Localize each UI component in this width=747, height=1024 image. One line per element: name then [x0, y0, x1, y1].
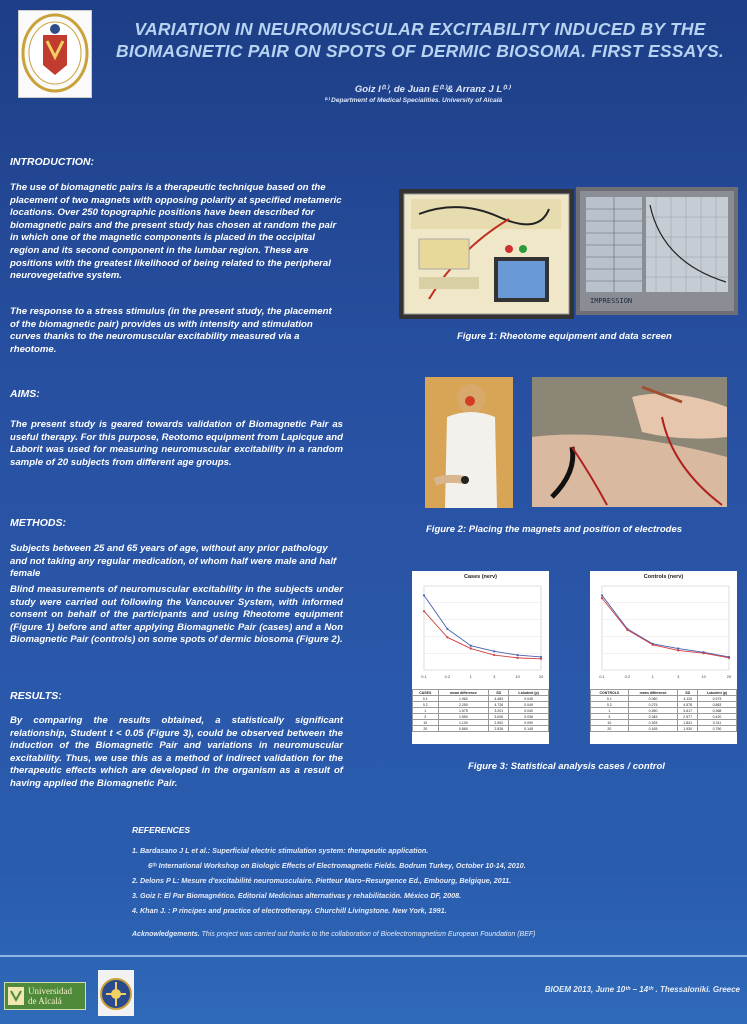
x-tick-label: 0.1: [421, 674, 427, 679]
aims-paragraph: The present study is geared towards validation of Biomagnetic Pair as useful therapy. For this purpose, Reotomo equipment from Lapicque and Laborit was used for measuring neuromuscular excitability in a random sample of 20 subjects from different age groups.: [10, 419, 343, 468]
table-cell: 0.973: [697, 696, 736, 702]
table-cell: 0.750: [697, 726, 736, 732]
acknowledgements-label: Acknowledgements.: [132, 931, 200, 938]
table-cell: 0.045: [509, 696, 549, 702]
data-point: [446, 628, 448, 630]
x-tick-label: 1: [469, 674, 472, 679]
table-cell: 0.420: [697, 714, 736, 720]
table-cell: 0.1: [413, 696, 439, 702]
table-cell: 2.577: [678, 714, 698, 720]
references-list: [132, 843, 732, 918]
table-cell: 2.250: [438, 702, 489, 708]
x-tick-label: 20: [726, 674, 732, 679]
table-cell: 4.578: [678, 702, 698, 708]
table-cell: 0.049: [509, 702, 549, 708]
bef-emblem-logo: [98, 970, 134, 1016]
table-cell: 3.005: [489, 714, 509, 720]
cases-chart-title: Cases (nerv): [463, 574, 498, 580]
table-header-cell: SD: [678, 690, 698, 696]
data-point: [601, 597, 603, 599]
reference-1: 1. Bardasano J L et al.: Superficial electric stimulation system: therapeutic application.: [132, 846, 429, 855]
conference-info: BIOEM 2013, June 10ᵗʰ – 14ᵗʰ . Thessaloniki. Greece: [544, 985, 740, 994]
table-header-cell: SD: [489, 690, 509, 696]
rheotome-equipment-photo: [399, 189, 574, 319]
department: ⁽¹⁾ Department of Medical Specialities. University of Alcalá: [324, 97, 503, 104]
x-tick-label: 1: [651, 674, 654, 679]
magnet-placement-photo: [425, 377, 513, 508]
table-cell: 0.1: [591, 696, 629, 702]
plot-area: [424, 586, 541, 670]
table-cell: 0.036: [509, 714, 549, 720]
data-point: [423, 594, 425, 596]
university-crest-logo: [18, 10, 92, 98]
table-cell: 1: [413, 708, 439, 714]
table-cell: 1.575: [438, 708, 489, 714]
screen-label: IMPRESSION: [590, 297, 633, 305]
title-line-2: BIOMAGNETIC PAIR ON SPOTS OF DERMIC BIOSOMA. FIRST ESSAYS.: [116, 41, 724, 61]
results-paragraph: By comparing the results obtained, a statistically significant relationship, Student t < 0.05 (Figure 3), could be observed between the induction of the Biomagnetic Pair and variations in neuromuscular excitability. Thus, we use this as a method of indirect validation for the therapeutic effects which are developed in the organism as a result of having applied the Biomagnetic Pair.: [10, 715, 343, 789]
table-cell: 4.726: [489, 702, 509, 708]
cases-table: [412, 689, 549, 732]
cases-chart-panel: [412, 571, 549, 744]
data-point: [423, 610, 425, 612]
table-cell: 2.902: [489, 720, 509, 726]
data-screen-photo: [576, 187, 738, 315]
data-point: [626, 629, 628, 631]
table-cell: 20: [413, 726, 439, 732]
universidad-de-alcala-logo: [4, 982, 86, 1010]
controls-chart-title: Controls (nerv): [643, 574, 684, 580]
aims-heading: AIMS:: [10, 388, 40, 400]
data-point: [677, 649, 679, 651]
table-cell: 1: [591, 708, 629, 714]
introduction-heading: INTRODUCTION:: [10, 156, 94, 168]
table-cell: 0.060: [628, 696, 678, 702]
controls-chart: [590, 580, 737, 684]
results-heading: RESULTS:: [10, 690, 62, 702]
data-point: [470, 647, 472, 649]
table-header-cell: CASES: [413, 690, 439, 696]
table-cell: 1.962: [438, 696, 489, 702]
table-cell: 0.090: [509, 720, 549, 726]
data-point: [493, 650, 495, 652]
data-point: [470, 645, 472, 647]
table-cell: 20: [591, 726, 629, 732]
acknowledgements-text: This project was carried out thanks to the collaboration of Bioelectromagnetism European Foundation (BEF): [199, 931, 536, 938]
methods-paragraph-2: Blind measurements of neuromuscular excitability in the subjects under study were carried out following the Vancouver System, with informed consent on behalf of the participants and using Rheotome equipment (Figure 1) before and after applying Biomagnetic Pair (cases) and a Non Biomagnetic Pair (controls) on some spots of dermic biosoma (Figure 2).: [10, 584, 343, 646]
table-cell: 0.275: [628, 702, 678, 708]
table-cell: 0.860: [438, 726, 489, 732]
table-cell: 0.040: [509, 708, 549, 714]
plot-area: [602, 586, 729, 670]
data-point: [652, 644, 654, 646]
figure-2-caption: Figure 2: Placing the magnets and position of electrodes: [426, 524, 683, 535]
acknowledgements: [132, 931, 742, 938]
references-title: REFERENCES: [132, 825, 191, 835]
x-tick-label: 0.2: [624, 674, 631, 679]
table-cell: 1.100: [438, 720, 489, 726]
table-cell: 10: [413, 720, 439, 726]
table-cell: 0.2: [413, 702, 439, 708]
table-cell: 0.345: [628, 714, 678, 720]
reference-3: 3. Goiz I: El Par Biomagnético. Editorial Medicinas alternativas y rehabilitación. México DF, 2008.: [132, 891, 462, 900]
x-tick-label: 0.1: [599, 674, 605, 679]
table-cell: 3: [591, 714, 629, 720]
introduction-paragraph-2: The response to a stress stimulus (in the present study, the placement of the biomagnetic pair) provides us with intensity and stimulation curves thanks to the neuromuscular excitability measured via a rheotome.: [10, 306, 332, 355]
table-cell: 1.930: [678, 726, 698, 732]
x-tick-label: 0.2: [444, 674, 451, 679]
table-cell: 0.145: [509, 726, 549, 732]
table-cell: 3.201: [489, 708, 509, 714]
introduction-paragraph-1: The use of biomagnetic pairs is a therapeutic technique based on the placement of two magnets with opposing polarity at specified metameric locations. Over 250 topographic positions have been described for biomagnetic pairs and the present study has chosen at random the pair in which one of the magnetic components is placed in the occipital region and its second component in the lumbar region. These are positions with the greatest likelihood of being related to the peripheral neurovegetative system.: [10, 182, 342, 282]
reference-4: 4. Khan J. : P rincipes and practice of electrotherapy. Churchill Livingstone. New York, 1991.: [132, 906, 447, 915]
table-header-cell: mean difference: [628, 690, 678, 696]
table-cell: 2.526: [489, 726, 509, 732]
table-cell: 0.368: [697, 708, 736, 714]
table-cell: 1.841: [678, 720, 698, 726]
data-point: [540, 658, 542, 660]
reference-2: 2. Delons P L: Mesure d'excitabilité neuromusculaire. Pietteur Maro–Resurgence Ed., Embourg, Belgique, 2011.: [132, 876, 512, 885]
table-cell: 3: [413, 714, 439, 720]
data-point: [728, 657, 730, 659]
table-header-cell: t-student (p): [509, 690, 549, 696]
figure-1-caption: Figure 1: Rheotome equipment and data screen: [457, 331, 672, 342]
table-cell: 3.617: [678, 708, 698, 714]
x-tick-label: 20: [538, 674, 544, 679]
data-point: [601, 594, 603, 596]
table-cell: 4.483: [489, 696, 509, 702]
table-cell: 0.325: [628, 720, 678, 726]
data-point: [493, 654, 495, 656]
table-cell: 0.450: [628, 708, 678, 714]
title-line-1: VARIATION IN NEUROMUSCULAR EXCITABILITY INDUCED BY THE: [134, 19, 706, 39]
table-cell: 0.2: [591, 702, 629, 708]
electrodes-photo: [532, 377, 727, 507]
reference-1-cont: 6ᵗʰ International Workshop on Biologic Effects of Electromagnetic Fields. Bodrum Turkey, October 10-14, 2010.: [148, 861, 526, 870]
footer-divider: [0, 955, 747, 957]
table-header-cell: mean difference: [438, 690, 489, 696]
data-point: [703, 652, 705, 654]
x-tick-label: 10: [515, 674, 520, 679]
table-header-cell: CONTROLS: [591, 690, 629, 696]
table-cell: 0.311: [697, 720, 736, 726]
cases-chart: [412, 580, 549, 684]
data-point: [517, 657, 519, 659]
authors: Goiz I⁽¹⁾, de Juan E⁽¹⁾& Arranz J L⁽¹⁾: [354, 84, 510, 95]
data-point: [517, 654, 519, 656]
univ-line-2: de Alcalá: [28, 996, 62, 1006]
x-tick-label: 10: [701, 674, 706, 679]
table-cell: 0.165: [628, 726, 678, 732]
methods-heading: METHODS:: [10, 517, 66, 529]
table-row: [413, 726, 549, 732]
figure-3-caption: Figure 3: Statistical analysis cases / control: [468, 761, 665, 772]
methods-paragraph-1: Subjects between 25 and 65 years of age, without any prior pathology and not taking any regular medication, of whom half were male and half female: [10, 543, 337, 580]
table-row: [591, 726, 737, 732]
controls-chart-panel: [590, 571, 737, 744]
x-tick-label: 3: [493, 674, 496, 679]
controls-table: [590, 689, 737, 732]
data-point: [446, 636, 448, 638]
poster-title: [100, 18, 740, 62]
univ-line-1: Universidad: [28, 986, 72, 996]
table-cell: 1.550: [438, 714, 489, 720]
table-cell: 4.115: [678, 696, 698, 702]
table-cell: 10: [591, 720, 629, 726]
table-header-cell: t-student (p): [697, 690, 736, 696]
x-tick-label: 3: [677, 674, 680, 679]
table-cell: 0.863: [697, 702, 736, 708]
